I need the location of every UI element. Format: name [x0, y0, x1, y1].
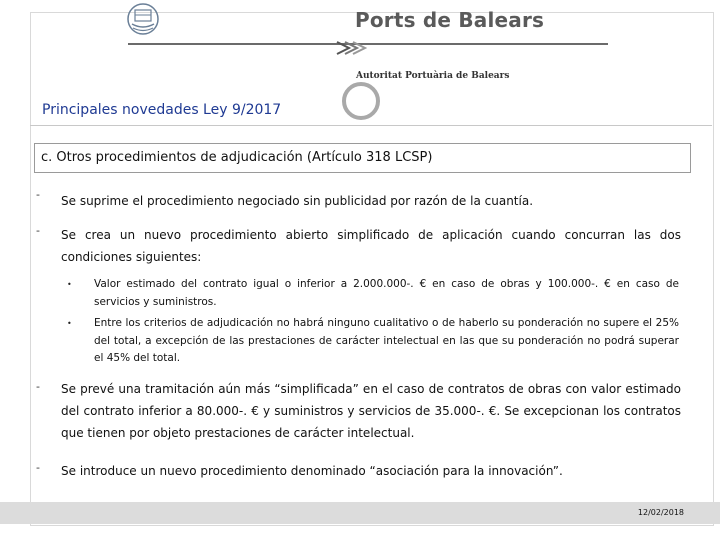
- list-item: Se crea un nuevo procedimiento abierto simplificado de aplicación cuando concurran las dos condiciones siguientes:: [61, 228, 681, 264]
- bullet-dash: ‐: [36, 188, 40, 201]
- list-item: Se introduce un nuevo procedimiento denominado “asociación para la innovación”.: [61, 464, 563, 478]
- bullet-dash: ‐: [36, 224, 40, 237]
- sub-list-item: Valor estimado del contrato igual o inferior a 2.000.000-. € en caso de obras y 100.000-. € en caso de servicios y suministros.: [94, 278, 679, 308]
- section-heading-box: [34, 143, 691, 173]
- section-heading: c. Otros procedimientos de adjudicación (Artículo 318 LCSP): [41, 150, 433, 165]
- sub-bullet-dot: •: [67, 280, 72, 289]
- footer-date: 12/02/2018: [637, 508, 684, 517]
- title-divider: [30, 125, 712, 126]
- sub-list-item: Entre los criterios de adjudicación no habrá ninguno cualitativo o de haberlo su ponderación no supere el 25% del total, a excepción de las prestaciones de carácter intelectual en las que su ponderación no podrá superar el 45% del total.: [94, 317, 679, 364]
- list-item: Se suprime el procedimiento negociado sin publicidad por razón de la cuantía.: [61, 194, 534, 208]
- sub-bullet-dot: •: [67, 319, 72, 328]
- port-emblem-icon: [126, 2, 160, 36]
- page-title: Principales novedades Ley 9/2017: [42, 102, 282, 118]
- bullet-dash: ‐: [36, 461, 40, 474]
- bullet-dash: ‐: [36, 380, 40, 393]
- footer-band: [0, 502, 720, 524]
- brand-divider: [128, 43, 608, 45]
- brand-name: Ports de Balears: [355, 8, 545, 32]
- brand-subtitle: Autoritat Portuària de Balears: [356, 71, 510, 81]
- ring-decoration: [342, 82, 380, 120]
- waves-logo-icon: [335, 38, 367, 60]
- content-body: [30, 182, 720, 502]
- list-item: Se prevé una tramitación aún más “simplificada” en el caso de contratos de obras con valor estimado del contrato inferior a 80.000-. € y suministros y servicios de 35.000-. €. Se excepcionan los contratos que tienen por objeto prestaciones de carácter intelectual.: [61, 382, 681, 440]
